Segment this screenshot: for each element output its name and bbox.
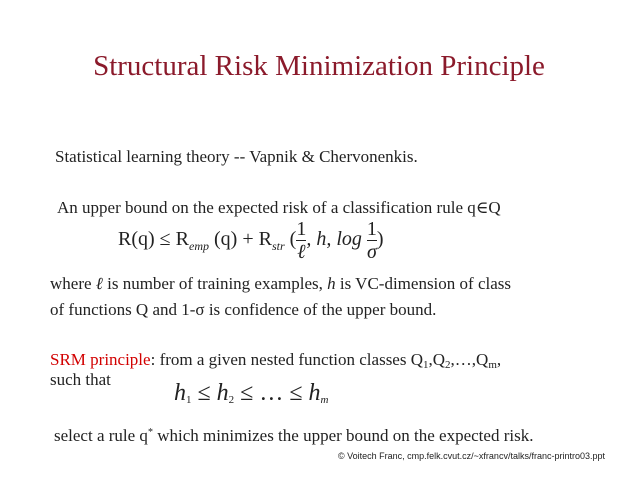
theory-line: Statistical learning theory -- Vapnik & Chervonenkis. [55,147,418,166]
formula-r-emp: R [175,228,189,250]
where-line-2: of functions Q and 1-σ is confidence of the upper bound. [50,300,437,319]
where-word: where [50,274,92,293]
formula-str-subscript: str [271,239,285,253]
upper-bound-line: An upper bound on the expected risk of a classification rule q∈Q [57,198,501,217]
formula-close-paren: ) [376,228,384,250]
formula-leq: ≤ [159,228,171,250]
where-examples-text: is number of training examples, [107,274,323,293]
srm-label: SRM principle [50,350,151,369]
select-text-a: select a rule q [54,426,148,445]
srm-text: : from a given nested function classes Q [150,350,423,369]
formula-fraction-ell [296,218,306,263]
srm-end: , [496,350,502,369]
ell-symbol: ℓ [95,274,103,293]
select-text-b: which minimizes the upper bound on the expected risk. [157,426,534,445]
slide-title: Structural Risk Minimization Principle [93,50,545,82]
select-star: * [147,427,153,438]
where-line-1 [50,274,511,294]
formula-open-paren: ( [289,228,297,250]
chain-sub-1: 1 [186,394,192,406]
h-symbol: h [327,274,336,293]
srm-sub-m: m [488,359,497,371]
srm-sub-2: 2 [445,359,451,371]
formula-lhs: R(q) [118,228,155,250]
chain-sub-m: m [320,394,329,406]
formula-h-log: , h, log [306,228,362,250]
chain-leq-2: ≤ [240,380,254,406]
chain-leq-1: ≤ [197,380,211,406]
select-line [54,426,533,446]
formula-q-arg: (q) + [214,228,254,250]
such-that: such that [50,370,111,389]
formula-frac2-den: σ [366,240,377,263]
chain-sub-2: 2 [228,394,235,406]
chain-leq-3: ≤ [289,380,303,406]
risk-bound-formula [118,214,384,264]
chain-h2: h [216,380,229,406]
srm-mid-2: ,…,Q [450,350,489,369]
footer-credit: © Voitech Franc, cmp.felk.cvut.cz/~xfrancv/talks/franc-printro03.ppt [338,451,605,461]
formula-frac1-num: 1 [296,217,307,240]
chain-hm: h [308,380,321,406]
formula-fraction-sigma [367,218,377,263]
chain-h1: h [174,380,186,406]
formula-r-str: R [258,228,272,250]
formula-frac2-num: 1 [366,217,377,240]
chain-dots: … [259,380,284,406]
srm-sub-1: 1 [423,359,429,371]
srm-line [50,350,501,371]
srm-mid-1: ,Q [428,350,446,369]
where-vc-text: is VC-dimension of class [339,274,511,293]
formula-frac1-den: ℓ [297,240,306,263]
formula-emp-subscript: emp [189,239,209,253]
nested-chain [174,380,328,407]
